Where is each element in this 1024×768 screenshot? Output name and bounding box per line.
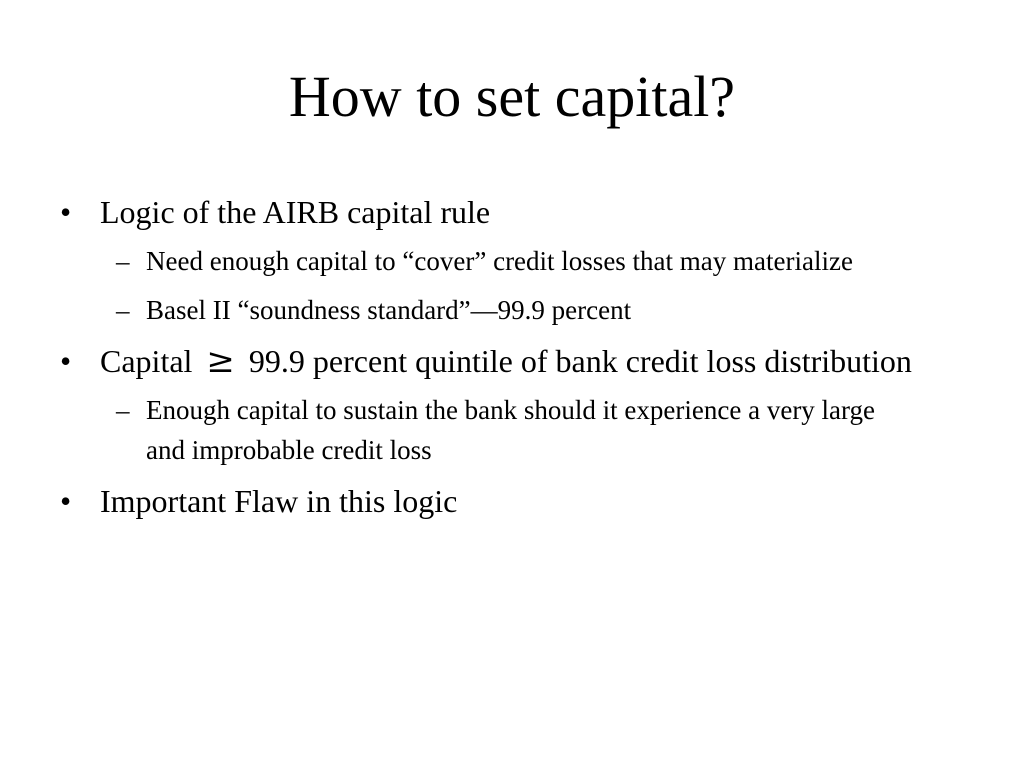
- geq-symbol: ≥: [206, 341, 235, 381]
- sub-bullet-text: Need enough capital to “cover” credit losses that may materialize: [146, 246, 853, 276]
- bullet-text-after: 99.9 percent quintile of bank credit loss distribution: [248, 343, 912, 379]
- bullet-text: Logic of the AIRB capital rule: [100, 194, 491, 230]
- bullet-text-before: Capital: [100, 343, 193, 379]
- bullet-item-flaw: [60, 479, 960, 523]
- bullet-text: Important Flaw in this logic: [100, 483, 458, 519]
- dash-marker: –: [116, 395, 130, 425]
- bullet-marker: •: [60, 343, 72, 379]
- bullet-marker: •: [60, 483, 72, 519]
- slide-title: How to set capital?: [288, 64, 736, 129]
- dash-marker: –: [116, 246, 130, 276]
- bullet-item-capital: [60, 339, 960, 383]
- dash-marker: –: [116, 295, 130, 325]
- sub-bullet-item: [60, 390, 886, 470]
- sub-bullet-text: Enough capital to sustain the bank should it experience a very large and improbable credit loss: [146, 395, 876, 465]
- sub-bullet-item: [60, 290, 886, 330]
- bullet-item-logic: [60, 190, 960, 234]
- sub-bullet-item: [60, 241, 886, 281]
- sub-bullet-text: Basel II “soundness standard”—99.9 percent: [146, 295, 632, 325]
- bullet-marker: •: [60, 194, 72, 230]
- slide-content: [60, 190, 960, 530]
